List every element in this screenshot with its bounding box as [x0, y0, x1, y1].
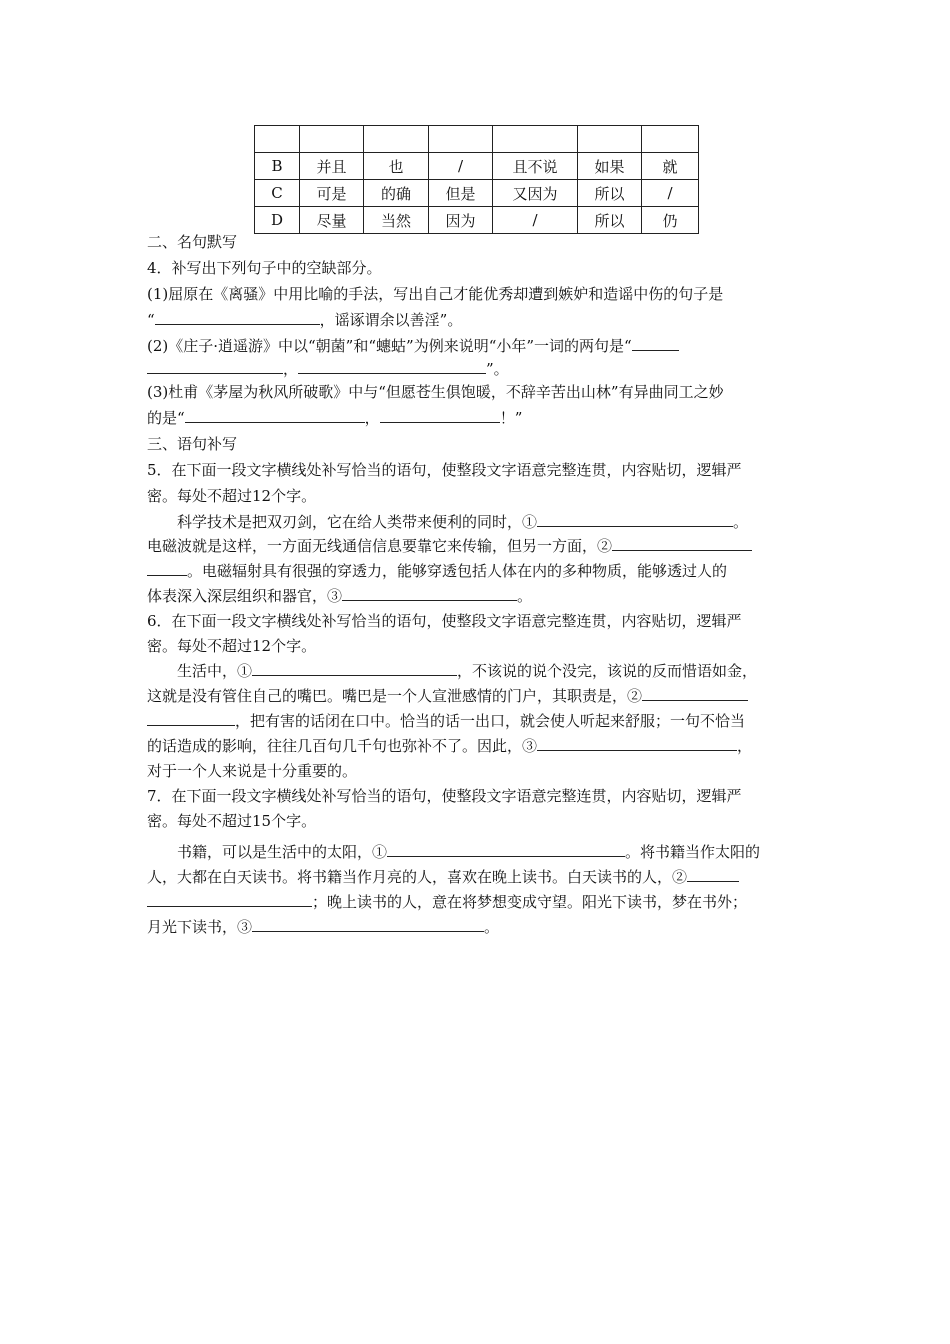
question-text	[147, 336, 679, 356]
table-cell: C	[255, 180, 300, 207]
table-row	[255, 207, 699, 234]
table-cell: 尽量	[300, 207, 364, 234]
text-span: ，把有害的话闭在口中。恰当的话一出口，就会使人听起来舒服；一句不恰当	[235, 712, 746, 730]
text-span: “	[147, 311, 155, 329]
text-span: 。将书籍当作太阳的	[625, 843, 761, 861]
table-row	[255, 126, 699, 153]
table-cell: 可是	[300, 180, 364, 207]
question-text	[147, 892, 747, 912]
text-span: ；晚上读书的人，意在将梦想变成守望。阳光下读书，梦在书外；	[312, 893, 748, 911]
section-heading: 三、语句补写	[147, 435, 238, 453]
table-cell	[642, 126, 699, 153]
text-span: 电磁波就是这样，一方面无线通信信息要靠它来传输，但另一方面，②	[147, 537, 613, 555]
text-span: 月光下读书，③	[147, 918, 253, 936]
text-span: ，不该说的说个没完，该说的反而惜语如金，	[457, 662, 758, 680]
question-text: (1)屈原在《离骚》中用比喻的手法，写出自己才能优秀却遭到嫉妒和造谣中伤的句子是	[147, 285, 724, 303]
question-stem: 密。每处不超过12个字。	[147, 637, 317, 655]
question-text	[147, 686, 748, 706]
table-cell: 因为	[429, 207, 493, 234]
question-text: 对于一个人来说是十分重要的。	[147, 762, 358, 780]
answer-blank[interactable]	[612, 536, 752, 551]
table-cell: /	[429, 153, 493, 180]
question-stem: 7．在下面一段文字横线处补写恰当的语句，使整段文字语意完整连贯，内容贴切，逻辑严	[147, 787, 742, 805]
text-span: ，	[737, 737, 753, 755]
text-span: 。	[517, 587, 533, 605]
table-cell: D	[255, 207, 300, 234]
question-text	[147, 917, 499, 937]
table-cell	[429, 126, 493, 153]
question-text: (3)杜甫《茅屋为秋风所破歌》中与“但愿苍生俱饱暖，不辞辛苦出山林”有异曲同工之妙	[147, 383, 724, 401]
text-span: (2)《庄子·逍遥游》中以“朝菌”和“蟪蛄”为例来说明“小年”一词的两句是“	[147, 337, 632, 355]
answer-blank[interactable]	[537, 512, 733, 527]
answer-blank[interactable]	[185, 408, 365, 423]
table-cell: 又因为	[493, 180, 578, 207]
answer-blank[interactable]	[342, 586, 517, 601]
answer-blank[interactable]	[147, 561, 187, 576]
question-stem: 密。每处不超过15个字。	[147, 812, 317, 830]
answer-blank[interactable]	[155, 310, 320, 325]
text-span: ”。	[486, 360, 509, 378]
table-cell: 的确	[364, 180, 429, 207]
question-text	[147, 561, 727, 581]
answer-blank[interactable]	[252, 661, 457, 676]
question-text	[147, 867, 739, 887]
table-cell: 且不说	[493, 153, 578, 180]
text-span: 人，大都在白天读书。将书籍当作月亮的人，喜欢在晚上读书。白天读书的人，②	[147, 868, 688, 886]
table-cell: 当然	[364, 207, 429, 234]
text-span: 科学技术是把双刃剑，它在给人类带来便利的同时，①	[177, 513, 538, 531]
question-text	[177, 842, 760, 862]
table-cell: 所以	[578, 180, 642, 207]
table-cell: 就	[642, 153, 699, 180]
answer-blank[interactable]	[537, 736, 737, 751]
text-span: 书籍，可以是生活中的太阳，①	[177, 843, 388, 861]
answer-blank[interactable]	[252, 917, 484, 932]
question-stem: 4．补写出下列句子中的空缺部分。	[147, 259, 382, 277]
text-span: ，	[364, 409, 380, 427]
answer-blank[interactable]	[387, 842, 625, 857]
text-span: ！”	[499, 409, 523, 427]
section-heading: 二、名句默写	[147, 233, 238, 251]
answer-blank[interactable]	[380, 408, 500, 423]
question-text	[147, 359, 509, 379]
options-table	[254, 125, 699, 234]
question-stem: 密。每处不超过12个字。	[147, 487, 317, 505]
question-text	[177, 661, 757, 681]
table-row	[255, 180, 699, 207]
answer-blank[interactable]	[147, 711, 235, 726]
answer-blank[interactable]	[147, 359, 283, 374]
text-span: ，谣诼谓余以善淫”。	[319, 311, 463, 329]
answer-blank[interactable]	[687, 867, 739, 882]
text-span: 这就是没有管住自己的嘴巴。嘴巴是一个人宣泄感情的门户，其职责是，②	[147, 687, 643, 705]
answer-blank[interactable]	[642, 686, 748, 701]
answer-blank[interactable]	[632, 336, 679, 351]
question-text	[147, 536, 752, 556]
text-span: 。	[733, 513, 749, 531]
table-cell	[493, 126, 578, 153]
table-cell: 但是	[429, 180, 493, 207]
question-stem: 6．在下面一段文字横线处补写恰当的语句，使整段文字语意完整连贯，内容贴切，逻辑严	[147, 612, 742, 630]
answer-blank[interactable]	[298, 359, 486, 374]
text-span: 的话造成的影响，往往几百句几千句也弥补不了。因此，③	[147, 737, 538, 755]
text-span: 。电磁辐射具有很强的穿透力，能够穿透包括人体在内的多种物质，能够透过人的	[187, 562, 728, 580]
question-text	[147, 711, 745, 731]
question-text	[147, 310, 462, 330]
table-cell	[255, 126, 300, 153]
table-cell	[364, 126, 429, 153]
text-span: 生活中，①	[177, 662, 253, 680]
table-cell: 仍	[642, 207, 699, 234]
question-text	[177, 512, 748, 532]
table-row	[255, 153, 699, 180]
table-cell	[300, 126, 364, 153]
table-cell	[578, 126, 642, 153]
text-span: 的是“	[147, 409, 185, 427]
table-cell: /	[493, 207, 578, 234]
table-cell: 所以	[578, 207, 642, 234]
text-span: 。	[484, 918, 500, 936]
table-cell: /	[642, 180, 699, 207]
answer-blank[interactable]	[147, 892, 312, 907]
text-span: ，	[283, 360, 299, 378]
table-cell: 也	[364, 153, 429, 180]
table-cell: B	[255, 153, 300, 180]
question-text	[147, 408, 522, 428]
question-text	[147, 736, 752, 756]
table-cell: 如果	[578, 153, 642, 180]
question-text	[147, 586, 532, 606]
text-span: 体表深入深层组织和器官，③	[147, 587, 343, 605]
question-stem: 5．在下面一段文字横线处补写恰当的语句，使整段文字语意完整连贯，内容贴切，逻辑严	[147, 461, 742, 479]
table-cell: 并且	[300, 153, 364, 180]
